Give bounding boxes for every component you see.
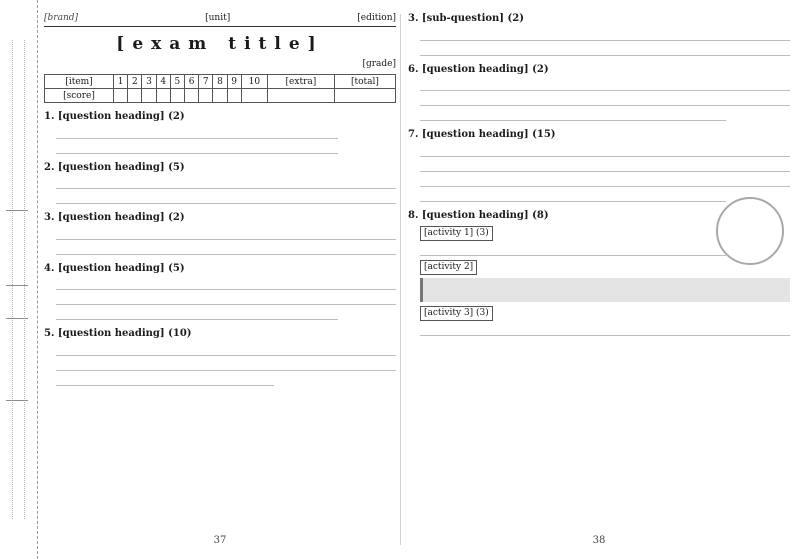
activity-label: [activity 1] (3): [420, 226, 493, 241]
binding-field-mark: [6, 400, 28, 401]
question-heading: 3. [sub-question] (2): [408, 13, 524, 24]
text-line: [420, 94, 790, 106]
text-line: [56, 293, 396, 305]
right-page: [408, 12, 790, 547]
binding-field-mark: [6, 318, 28, 319]
score-entry-cell[interactable]: [156, 89, 170, 103]
activity-label: [activity 3] (3): [420, 306, 493, 321]
binding-guide: [24, 40, 26, 519]
score-header-cell: [item]: [45, 75, 114, 89]
score-entry-cell[interactable]: [213, 89, 227, 103]
score-entry-cell[interactable]: [267, 89, 334, 103]
question-section: [408, 12, 790, 56]
page-number: 37: [213, 534, 227, 546]
score-header-cell: 6: [184, 75, 198, 89]
text-line: [420, 109, 726, 121]
question-heading: 8. [question heading] (8): [408, 209, 549, 221]
score-table: [44, 74, 396, 103]
question-heading: 2. [question heading] (5): [44, 161, 185, 173]
score-entry-cell[interactable]: [128, 89, 142, 103]
score-header-cell: 1: [114, 75, 128, 89]
score-header-cell: 10: [241, 75, 267, 89]
answer-line[interactable]: [420, 244, 726, 256]
score-header-cell: 2: [128, 75, 142, 89]
question-heading: 1. [question heading] (2): [44, 111, 185, 123]
text-line: [56, 243, 396, 255]
activity-label: [activity 2]: [420, 260, 477, 275]
score-entry-cell[interactable]: [184, 89, 198, 103]
answer-line[interactable]: [420, 160, 790, 172]
text-line: [56, 374, 274, 386]
answer-line[interactable]: [420, 324, 790, 336]
question-section: [408, 63, 790, 122]
text-line: [56, 278, 396, 290]
question-section: [44, 110, 396, 154]
binding-field-mark: [6, 285, 28, 286]
masthead: [44, 12, 396, 27]
text-line: [56, 359, 396, 371]
score-entry-cell[interactable]: [334, 89, 395, 103]
text-line: [420, 79, 790, 91]
question-section: [44, 211, 396, 255]
question-heading: 5. [question heading] (10): [44, 328, 192, 340]
score-entry-cell[interactable]: [227, 89, 241, 103]
score-header-cell: 5: [170, 75, 184, 89]
text-line: [420, 29, 790, 41]
score-entry-cell[interactable]: [114, 89, 128, 103]
score-header-cell: [extra]: [267, 75, 334, 89]
page-number: 38: [592, 534, 606, 546]
stamp-mark: [716, 197, 784, 265]
edition-label: [edition]: [357, 13, 396, 23]
grade-label: [grade]: [362, 59, 396, 70]
text-line: [56, 142, 338, 154]
score-header-cell: [total]: [334, 75, 395, 89]
text-line: [56, 344, 396, 356]
exam-title: [exam title]: [116, 34, 324, 55]
answer-line[interactable]: [420, 190, 726, 202]
text-line: [56, 177, 396, 189]
score-header-cell: 3: [142, 75, 156, 89]
text-line: [420, 145, 790, 157]
question-section: [408, 128, 790, 202]
answer-line[interactable]: [420, 175, 790, 187]
score-entry-cell[interactable]: [170, 89, 184, 103]
question-section: [44, 161, 396, 205]
binding-margin: [0, 0, 38, 559]
score-header-cell: 7: [199, 75, 213, 89]
score-entry-cell[interactable]: [142, 89, 156, 103]
answer-line[interactable]: [420, 44, 790, 56]
score-header-cell: 8: [213, 75, 227, 89]
unit-label: [unit]: [205, 13, 231, 23]
question-section: [44, 262, 396, 321]
text-line: [56, 228, 396, 240]
question-heading: 7. [question heading] (15): [408, 129, 556, 140]
binding-field-mark: [6, 210, 28, 211]
score-header-cell: 4: [156, 75, 170, 89]
score-header-cell: 9: [227, 75, 241, 89]
text-line: [56, 192, 396, 204]
score-entry-cell[interactable]: [199, 89, 213, 103]
question-heading: 4. [question heading] (5): [44, 262, 185, 274]
page-divider: [400, 14, 401, 545]
score-header-row: [45, 75, 396, 89]
left-page: [44, 12, 396, 547]
binding-guide: [12, 40, 14, 519]
score-entry-row: [45, 89, 396, 103]
question-heading: 3. [question heading] (2): [44, 212, 185, 224]
score-entry-cell[interactable]: [241, 89, 267, 103]
question-section: [44, 327, 396, 386]
score-row-label: [score]: [45, 89, 114, 103]
text-line: [56, 127, 338, 139]
text-line: [56, 308, 338, 320]
reading-passage: [420, 278, 790, 302]
brand-mark: [brand]: [44, 13, 79, 23]
question-heading: 6. [question heading] (2): [408, 63, 549, 75]
